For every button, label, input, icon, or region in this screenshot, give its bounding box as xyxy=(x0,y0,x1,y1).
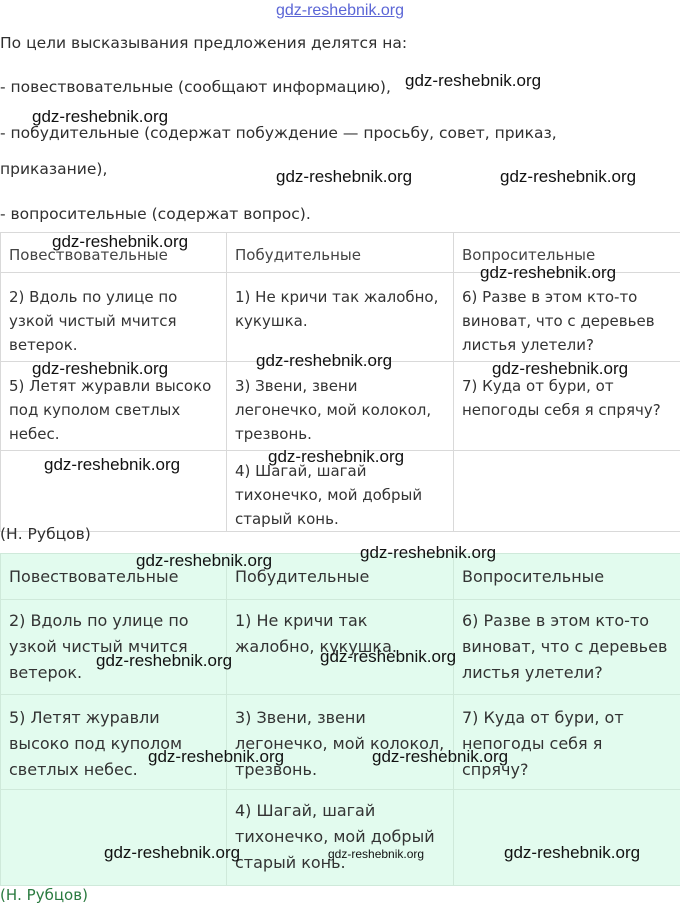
watermark: gdz-reshebnik.org xyxy=(136,551,272,571)
header-cell: Повествовательные xyxy=(1,233,227,273)
watermark: gdz-reshebnik.org xyxy=(104,843,240,863)
table-row xyxy=(1,695,680,790)
table-cell: 1) Не кричи так жалобно, кукушка. xyxy=(227,273,454,362)
watermark: gdz-reshebnik.org xyxy=(256,351,392,371)
table-cell: 4) Шагай, шагай тихонечко, мой добрый старый конь. xyxy=(227,451,454,532)
watermark: gdz-reshebnik.org xyxy=(405,71,541,91)
watermark: gdz-reshebnik.org xyxy=(52,232,188,252)
table-cell: 4) Шагай, шагай тихонечко, мой добрый старый конь. xyxy=(227,790,454,886)
header-cell: Вопросительные xyxy=(454,554,680,600)
header-cell: Побудительные xyxy=(227,233,454,273)
table-cell xyxy=(454,790,680,886)
table-cell xyxy=(454,451,680,532)
header-cell: Побудительные xyxy=(227,554,454,600)
watermark: gdz-reshebnik.org xyxy=(276,167,412,187)
table-cell: 5) Летят журавли высоко под куполом светлых небес. xyxy=(1,362,227,451)
watermark: gdz-reshebnik.org xyxy=(96,651,232,671)
table-cell: 1) Не кричи так жалобно, кукушка. xyxy=(227,600,454,695)
intro-text: По цели высказывания предложения делятся на: xyxy=(0,34,407,52)
watermark-small: gdz-reshebnik.org xyxy=(328,847,424,861)
author-credit-cut: (Н. Рубцов) xyxy=(0,886,88,904)
table-cell: 7) Куда от бури, от непогоды себя я спрячу? xyxy=(454,362,680,451)
table-cell: 2) Вдоль по улице по узкой чистый мчится ветерок. xyxy=(1,273,227,362)
watermark: gdz-reshebnik.org xyxy=(492,359,628,379)
table-header-row xyxy=(1,554,680,600)
bullet-imperative-cont: приказание), xyxy=(0,160,107,178)
table-cell: 3) Звени, звени легонечко, мой колокол, трезвонь. xyxy=(227,695,454,790)
table-cell: 7) Куда от бури, от непогоды себя я спрячу? xyxy=(454,695,680,790)
bullet-narrative: - повествовательные (сообщают информацию), xyxy=(0,78,391,96)
bullet-imperative: - побудительные (содержат побуждение — просьбу, совет, приказ, xyxy=(0,124,557,142)
table-cell: 6) Разве в этом кто-то виноват, что с деревьев листья улетели? xyxy=(454,600,680,695)
header-cell: Вопросительные xyxy=(454,233,680,273)
watermark: gdz-reshebnik.org xyxy=(32,107,168,127)
header-cell: Повествовательные xyxy=(1,554,227,600)
watermark: gdz-reshebnik.org xyxy=(320,647,456,667)
watermark: gdz-reshebnik.org xyxy=(480,263,616,283)
watermark: gdz-reshebnik.org xyxy=(148,747,284,767)
header-watermark-link[interactable]: gdz-reshebnik.org xyxy=(0,2,680,20)
watermark: gdz-reshebnik.org xyxy=(32,359,168,379)
table-cell: 5) Летят журавли высоко под куполом светлых небес. xyxy=(1,695,227,790)
watermark: gdz-reshebnik.org xyxy=(372,747,508,767)
author-credit: (Н. Рубцов) xyxy=(0,525,91,543)
watermark: gdz-reshebnik.org xyxy=(44,455,180,475)
table-cell xyxy=(1,790,227,886)
watermark: gdz-reshebnik.org xyxy=(504,843,640,863)
table-cell: 2) Вдоль по улице по узкой чистый мчится ветерок. xyxy=(1,600,227,695)
bullet-interrogative: - вопросительные (содержат вопрос). xyxy=(0,205,311,223)
sentence-table-green xyxy=(0,553,680,886)
table-cell: 6) Разве в этом кто-то виноват, что с деревьев листья улетели? xyxy=(454,273,680,362)
table-cell: 3) Звени, звени легонечко, мой колокол, трезвонь. xyxy=(227,362,454,451)
watermark: gdz-reshebnik.org xyxy=(268,447,404,467)
watermark: gdz-reshebnik.org xyxy=(500,167,636,187)
table-row xyxy=(1,273,680,362)
table-row xyxy=(1,790,680,886)
watermark: gdz-reshebnik.org xyxy=(360,543,496,563)
